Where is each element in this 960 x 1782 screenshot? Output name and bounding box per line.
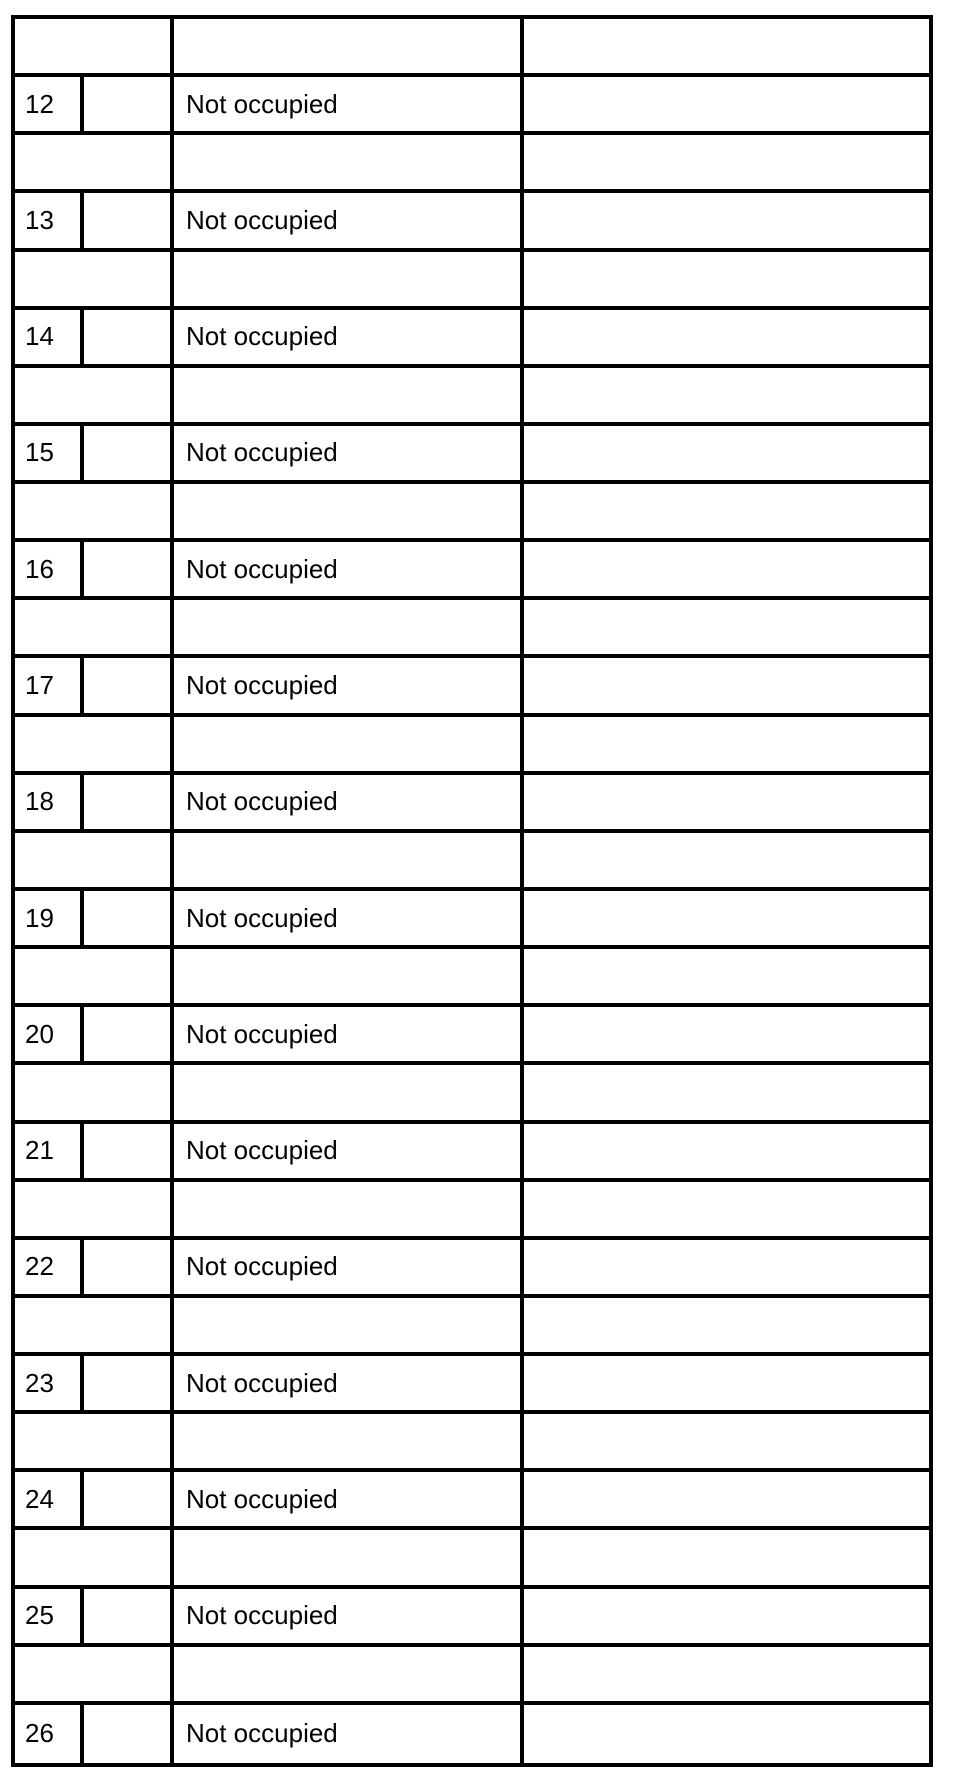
row-notes-cell xyxy=(524,77,929,131)
row-sub-cell xyxy=(84,542,174,596)
blank-cell xyxy=(524,1065,929,1119)
row-notes-cell xyxy=(524,1240,929,1294)
table-row xyxy=(15,891,929,949)
row-number-cell: 17 xyxy=(15,658,84,712)
row-sub-cell xyxy=(84,193,174,247)
row-status-cell: Not occupied xyxy=(174,658,524,712)
blank-cell xyxy=(15,19,174,73)
row-number-cell: 22 xyxy=(15,1240,84,1294)
table-header-row xyxy=(15,19,929,77)
blank-cell xyxy=(174,484,524,538)
table-row xyxy=(15,1240,929,1298)
blank-cell xyxy=(524,484,929,538)
blank-cell xyxy=(174,1182,524,1236)
table-spacer-row xyxy=(15,484,929,542)
table-row xyxy=(15,542,929,600)
blank-cell xyxy=(524,135,929,189)
row-number-cell: 19 xyxy=(15,891,84,945)
row-status-cell: Not occupied xyxy=(174,310,524,364)
row-notes-cell xyxy=(524,1356,929,1410)
row-sub-cell xyxy=(84,1705,174,1763)
table-spacer-row xyxy=(15,717,929,775)
blank-cell xyxy=(15,949,174,1003)
blank-cell xyxy=(174,1065,524,1119)
row-sub-cell xyxy=(84,310,174,364)
table-spacer-row xyxy=(15,368,929,426)
row-status-cell: Not occupied xyxy=(174,542,524,596)
row-sub-cell xyxy=(84,1589,174,1643)
blank-cell xyxy=(15,1065,174,1119)
blank-cell xyxy=(174,1298,524,1352)
table-row xyxy=(15,658,929,716)
row-sub-cell xyxy=(84,658,174,712)
blank-cell xyxy=(524,1298,929,1352)
row-sub-cell xyxy=(84,77,174,131)
blank-cell xyxy=(15,252,174,306)
table-row xyxy=(15,1705,929,1763)
row-number-cell: 15 xyxy=(15,426,84,480)
row-status-cell: Not occupied xyxy=(174,426,524,480)
row-notes-cell xyxy=(524,1705,929,1763)
row-number-cell: 23 xyxy=(15,1356,84,1410)
row-number-cell: 13 xyxy=(15,193,84,247)
row-status-cell: Not occupied xyxy=(174,775,524,829)
row-notes-cell xyxy=(524,775,929,829)
row-status-cell: Not occupied xyxy=(174,193,524,247)
row-status-cell: Not occupied xyxy=(174,1472,524,1526)
row-status-cell: Not occupied xyxy=(174,1589,524,1643)
blank-cell xyxy=(15,600,174,654)
blank-cell xyxy=(15,484,174,538)
row-status-cell: Not occupied xyxy=(174,77,524,131)
blank-cell xyxy=(524,19,929,73)
table-spacer-row xyxy=(15,833,929,891)
row-sub-cell xyxy=(84,775,174,829)
table-spacer-row xyxy=(15,949,929,1007)
row-sub-cell xyxy=(84,1240,174,1294)
blank-cell xyxy=(174,949,524,1003)
row-number-cell: 21 xyxy=(15,1124,84,1178)
row-number-cell: 26 xyxy=(15,1705,84,1763)
table-spacer-row xyxy=(15,1182,929,1240)
table-spacer-row xyxy=(15,600,929,658)
row-sub-cell xyxy=(84,891,174,945)
row-notes-cell xyxy=(524,193,929,247)
blank-cell xyxy=(174,1414,524,1468)
blank-cell xyxy=(524,1182,929,1236)
table-spacer-row xyxy=(15,1298,929,1356)
table-row xyxy=(15,310,929,368)
row-number-cell: 12 xyxy=(15,77,84,131)
blank-cell xyxy=(524,1647,929,1701)
blank-cell xyxy=(524,949,929,1003)
row-status-cell: Not occupied xyxy=(174,1356,524,1410)
row-notes-cell xyxy=(524,1007,929,1061)
row-sub-cell xyxy=(84,1124,174,1178)
table-spacer-row xyxy=(15,1414,929,1472)
row-number-cell: 20 xyxy=(15,1007,84,1061)
blank-cell xyxy=(15,717,174,771)
blank-cell xyxy=(174,135,524,189)
row-status-cell: Not occupied xyxy=(174,1124,524,1178)
blank-cell xyxy=(15,1414,174,1468)
blank-cell xyxy=(174,833,524,887)
blank-cell xyxy=(524,252,929,306)
blank-cell xyxy=(174,717,524,771)
table-row xyxy=(15,77,929,135)
row-notes-cell xyxy=(524,891,929,945)
table-row xyxy=(15,426,929,484)
blank-cell xyxy=(524,833,929,887)
row-notes-cell xyxy=(524,1589,929,1643)
blank-cell xyxy=(524,717,929,771)
blank-cell xyxy=(15,135,174,189)
blank-cell xyxy=(174,368,524,422)
row-number-cell: 14 xyxy=(15,310,84,364)
row-number-cell: 24 xyxy=(15,1472,84,1526)
blank-cell xyxy=(15,1647,174,1701)
row-status-cell: Not occupied xyxy=(174,1007,524,1061)
row-status-cell: Not occupied xyxy=(174,1705,524,1763)
row-sub-cell xyxy=(84,1007,174,1061)
row-sub-cell xyxy=(84,1472,174,1526)
row-sub-cell xyxy=(84,426,174,480)
blank-cell xyxy=(15,368,174,422)
row-sub-cell xyxy=(84,1356,174,1410)
table-row xyxy=(15,1589,929,1647)
table-row xyxy=(15,775,929,833)
table-row xyxy=(15,1356,929,1414)
table-row xyxy=(15,1472,929,1530)
table-spacer-row xyxy=(15,135,929,193)
row-notes-cell xyxy=(524,542,929,596)
row-number-cell: 18 xyxy=(15,775,84,829)
blank-cell xyxy=(174,600,524,654)
table-row xyxy=(15,193,929,251)
blank-cell xyxy=(15,1182,174,1236)
blank-cell xyxy=(174,19,524,73)
blank-cell xyxy=(15,1530,174,1584)
blank-cell xyxy=(174,1647,524,1701)
row-status-cell: Not occupied xyxy=(174,891,524,945)
blank-cell xyxy=(524,1530,929,1584)
blank-cell xyxy=(174,1530,524,1584)
blank-cell xyxy=(15,833,174,887)
row-number-cell: 16 xyxy=(15,542,84,596)
row-notes-cell xyxy=(524,1124,929,1178)
row-notes-cell xyxy=(524,1472,929,1526)
row-notes-cell xyxy=(524,426,929,480)
table-spacer-row xyxy=(15,1065,929,1123)
row-number-cell: 25 xyxy=(15,1589,84,1643)
row-status-cell: Not occupied xyxy=(174,1240,524,1294)
table-spacer-row xyxy=(15,1530,929,1588)
table-spacer-row xyxy=(15,252,929,310)
blank-cell xyxy=(174,252,524,306)
occupancy-table xyxy=(11,15,933,1767)
blank-cell xyxy=(524,1414,929,1468)
table-spacer-row xyxy=(15,1647,929,1705)
blank-cell xyxy=(524,600,929,654)
table-row xyxy=(15,1007,929,1065)
blank-cell xyxy=(524,368,929,422)
table-row xyxy=(15,1124,929,1182)
row-notes-cell xyxy=(524,658,929,712)
blank-cell xyxy=(15,1298,174,1352)
row-notes-cell xyxy=(524,310,929,364)
